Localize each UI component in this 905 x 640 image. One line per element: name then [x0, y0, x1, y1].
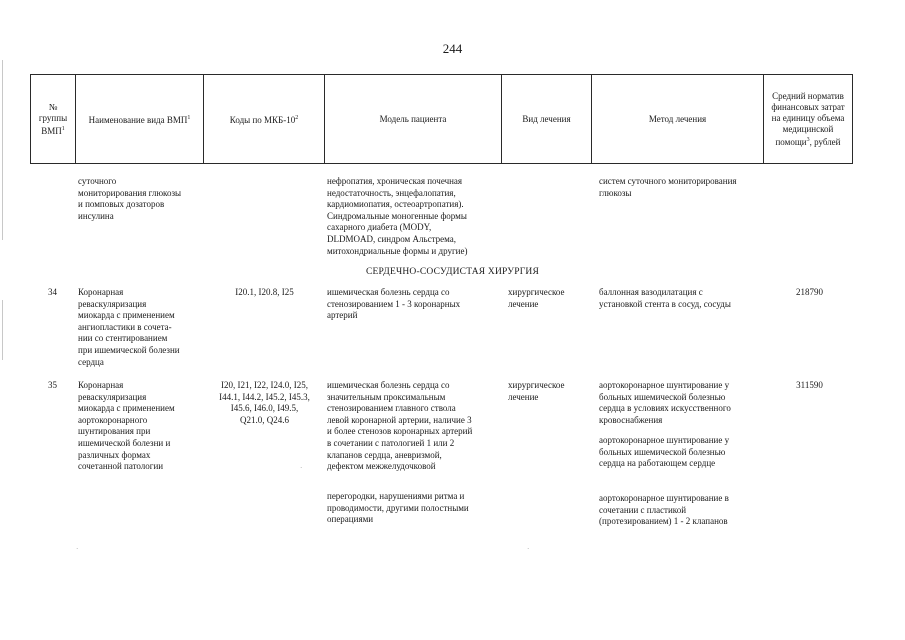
- row-35-average-cost: 311590: [796, 380, 823, 390]
- scan-speck: ·: [76, 545, 79, 553]
- header-treatment-method: Метод лечения: [592, 75, 764, 164]
- row-35-treatment-type: хирургическое лечение: [508, 380, 565, 402]
- row-35-treatment-method-1: аортокоронарное шунтирование у больных ишемической болезнью сердца в условиях искусственного кровоснабжения: [599, 380, 731, 425]
- continuation-treatment-method: систем суточного мониторирования глюкозы: [599, 176, 737, 198]
- continuation-patient-model: нефропатия, хроническая почечная недостаточность, энцефалопатия, кардиомиопатия, остеоартропатия). Синдромальные моногенные формы сахарного диабета (MODY, DLDMOAD, синдром Альстрема, митохондриальные формы и другие): [327, 176, 468, 256]
- row-35-treatment-method-2: аортокоронарное шунтирование у больных ишемической болезнью сердца на работающем сердце: [599, 435, 730, 469]
- row-34-vmp-name: Коронарная реваскуляризация миокарда с применением ангиопластики в сочета- нии со стентированием при ишемической болезни сердца: [78, 287, 180, 367]
- row-35-icd-codes: I20, I21, I22, I24.0, I25, I44.1, I44.2, I45.2, I45.3, I45.6, I46.0, I49.5, Q21.0, Q24.6: [219, 380, 310, 425]
- continuation-vmp-name: суточного мониторирования глюкозы и помповых дозаторов инсулина: [78, 176, 182, 221]
- header-average-cost: Средний норматив финансовых затрат на единицу объема медицинской помощи$^3$, рублей: [764, 75, 853, 164]
- header-icd-codes: Коды по МКБ-$10^2$: [204, 75, 325, 164]
- header-table: [30, 74, 853, 164]
- header-treatment-type: Вид лечения: [502, 75, 592, 164]
- header-vmp-name: Наименование вида ВМП$^1$: [76, 75, 204, 164]
- row-35-patient-model: ишемическая болезнь сердца со значительным проксимальным стенозированием главного ствола левой коронарной артерии, наличие 3 и более стенозов коронарных артерий в сочетании с патологией 1 или 2 клапанов сердца, аневризмой, дефектом межжелудочковой: [327, 380, 473, 472]
- row-35-patient-model-continued: перегородки, нарушениями ритма и проводимости, другими полостными операциями: [327, 491, 469, 525]
- row-35-treatment-method-3: аортокоронарное шунтирование в сочетании с пластикой (протезированием) 1 - 2 клапанов: [599, 493, 729, 527]
- row-34-average-cost: 218790: [796, 287, 823, 297]
- row-34-group-number: 34: [48, 287, 57, 297]
- row-34-treatment-method: баллонная вазодилатация с установкой стента в сосуд, сосуды: [599, 287, 731, 309]
- header-patient-model: Модель пациента: [325, 75, 502, 164]
- page-number: 244: [442, 41, 463, 56]
- row-34-treatment-type: хирургическое лечение: [508, 287, 565, 309]
- header-group-number: № группы ВМП$^1$: [31, 75, 76, 164]
- scan-edge-line: [2, 300, 3, 360]
- scan-speck: ·: [300, 464, 303, 472]
- scan-speck: ·: [527, 545, 530, 553]
- row-34-patient-model: ишемическая болезнь сердца со стенозированием 1 - 3 коронарных артерий: [327, 287, 461, 321]
- row-35-vmp-name: Коронарная реваскуляризация миокарда с применением аортокоронарного шунтирования при ишемической болезни и различных формах сочетанной патологии: [78, 380, 175, 472]
- row-34-icd-codes: I20.1, I20.8, I25: [235, 287, 294, 297]
- section-title: СЕРДЕЧНО-СОСУДИСТАЯ ХИРУРГИЯ: [366, 267, 539, 277]
- scan-edge-line: [2, 60, 3, 240]
- row-35-group-number: 35: [48, 380, 57, 390]
